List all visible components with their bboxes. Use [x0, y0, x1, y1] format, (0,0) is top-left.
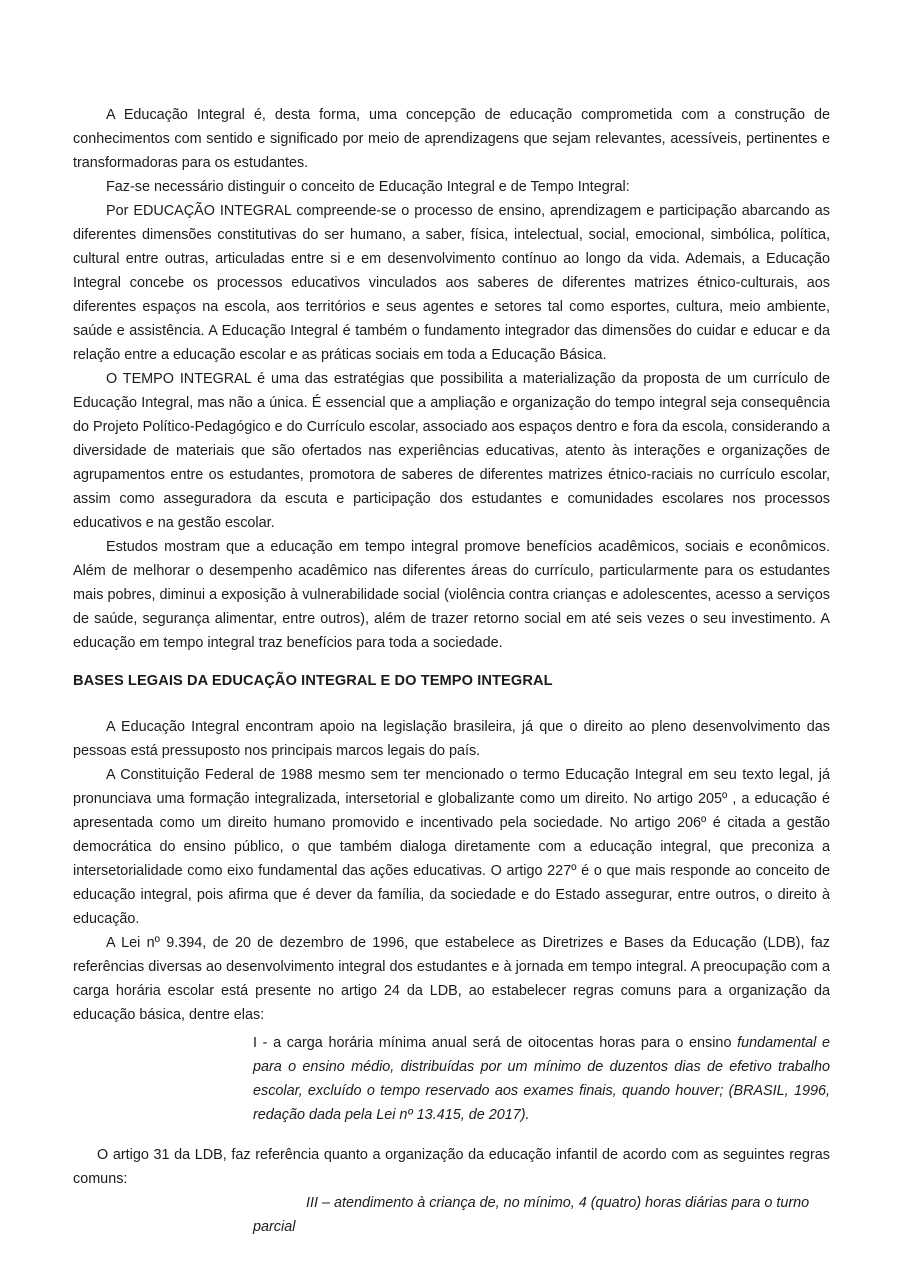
- blockquote-ldb-artigo-24: [253, 1031, 830, 1127]
- paragraph-constituicao-federal: A Constituição Federal de 1988 mesmo sem ter mencionado o termo Educação Integral em seu texto legal, já pronunciava uma formação integralizada, intersetorial e globalizante como um direito. No artigo 205º , a educação é apresentada como um direito humano promovido e incentivado pela sociedade. No artigo 206º é citada a gestão democrática do ensino público, o que também dialoga diretamente com a educação integral, que preconiza a intersetorialidade como eixo fundamental das ações educativas. O artigo 227º é o que mais responde ao conceito de educação integral, pois afirma que é dever da família, da sociedade e do Estado assegurar, entre outros, o direito à educação.: [73, 767, 830, 927]
- paragraph-estudos-beneficios: Estudos mostram que a educação em tempo integral promove benefícios acadêmicos, sociais e econômicos. Além de melhorar o desempenho acadêmico nas diferentes áreas do currículo, particularmente para os estudantes mais pobres, diminui a exposição à vulnerabilidade social (violência contra crianças e adolescentes, acesso a serviços de saúde, segurança alimentar, entre outros), além de trazer retorno social em até seis vezes o seu investimento. A educação em tempo integral traz benefícios para toda a sociedade.: [73, 539, 830, 651]
- blockquote-artigo24-italic-text: fundamental e para o ensino médio, distribuídas por um mínimo de duzentos dias de efetivo trabalho escolar, excluído o tempo reservado aos exames finais, quando houver; (BRASIL, 1996, redação dada pela Lei nº 13.415, de 2017).: [253, 1035, 830, 1123]
- paragraph-artigo-31: O artigo 31 da LDB, faz referência quanto a organização da educação infantil de acordo com as seguintes regras comuns:: [73, 1147, 830, 1187]
- paragraph-distinguir-conceitos: Faz-se necessário distinguir o conceito de Educação Integral e de Tempo Integral:: [106, 179, 630, 195]
- paragraph-educacao-integral-concepcao: A Educação Integral é, desta forma, uma concepção de educação comprometida com a construção de conhecimentos com sentido e significado por meio de aprendizagens que sejam relevantes, acessíveis, pertinentes e transformadoras para os estudantes.: [73, 107, 830, 171]
- paragraph-educacao-integral-definicao: Por EDUCAÇÃO INTEGRAL compreende-se o processo de ensino, aprendizagem e participação abarcando as diferentes dimensões constitutivas do ser humano, a saber, física, intelectual, social, emocional, simbólica, política, cultural entre outras, articuladas entre si e em desenvolvimento contínuo ao longo da vida. Ademais, a Educação Integral concebe os processos educativos vinculados aos saberes de diferentes matrizes étnico-culturais, aos diferentes espaços na escola, aos territórios e seus agentes e setores tal como esportes, cultura, meio ambiente, saúde e assistência. A Educação Integral é também o fundamento integrador das dimensões do cuidar e educar e da relação entre a educação escolar e as práticas sociais em toda a Educação Básica.: [73, 203, 830, 363]
- paragraph-legislacao-brasileira: A Educação Integral encontram apoio na legislação brasileira, já que o direito ao pleno desenvolvimento das pessoas está pressuposto nos principais marcos legais do país.: [73, 719, 830, 759]
- paragraph-lei-ldb: A Lei nº 9.394, de 20 de dezembro de 1996, que estabelece as Diretrizes e Bases da Educação (LDB), faz referências diversas ao desenvolvimento integral dos estudantes e à jornada em tempo integral. A preocupação com a carga horária escolar está presente no artigo 24 da LDB, ao estabelecer regras comuns para a organização da educação básica, dentre elas:: [73, 935, 830, 1023]
- blockquote-ldb-artigo-31: [253, 1191, 830, 1239]
- blockquote-artigo24-roman-text: I - a carga horária mínima anual será de oitocentas horas para o ensino: [253, 1035, 738, 1051]
- blockquote-artigo31-italic-text: III – atendimento à criança de, no mínimo, 4 (quatro) horas diárias para o turno parcial: [253, 1195, 810, 1235]
- paragraph-tempo-integral-definicao: O TEMPO INTEGRAL é uma das estratégias que possibilita a materialização da proposta de um currículo de Educação Integral, mas não a única. É essencial que a ampliação e organização do tempo integral seja consequência do Projeto Político-Pedagógico e do Currículo escolar, associado aos espaços dentro e fora da escola, considerando a diversidade de materiais que são ofertados nas experiências educativas, atento às interações e organizações de agrupamentos entre os estudantes, promotora de saberes de diferentes matrizes étnico-raciais no currículo escolar, assim como asseguradora da escuta e participação dos estudantes e comunidades escolares nos processos educativos e na gestão escolar.: [73, 371, 830, 531]
- section-heading-bases-legais: BASES LEGAIS DA EDUCAÇÃO INTEGRAL E DO TEMPO INTEGRAL: [73, 673, 553, 689]
